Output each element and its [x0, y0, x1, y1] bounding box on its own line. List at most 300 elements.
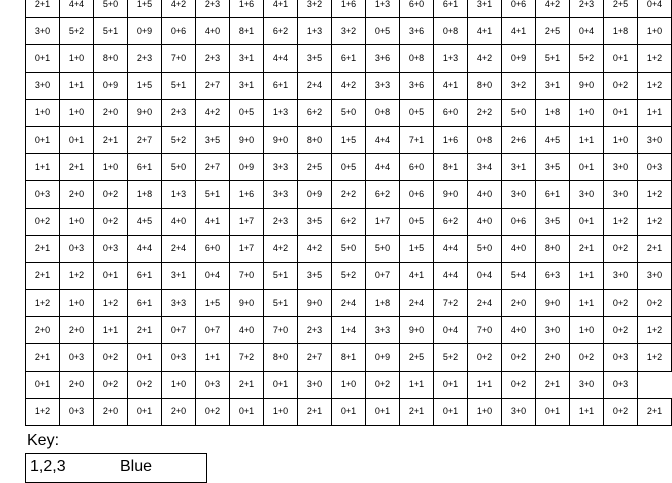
grid-cell: 2+1	[26, 0, 60, 18]
grid-cell: 1+7	[230, 235, 264, 262]
grid-row	[26, 72, 672, 99]
grid-cell: 2+0	[502, 290, 536, 317]
grid-cell: 2+2	[468, 99, 502, 126]
grid-cell: 2+6	[502, 126, 536, 153]
grid-row	[26, 126, 672, 153]
grid-cell: 1+7	[366, 208, 400, 235]
grid-cell: 1+6	[434, 126, 468, 153]
grid-cell: 3+0	[26, 18, 60, 45]
grid-cell: 5+0	[162, 154, 196, 181]
grid-cell: 2+0	[26, 317, 60, 344]
grid-cell: 0+6	[502, 0, 536, 18]
grid-cell: 0+3	[604, 344, 638, 371]
grid-cell: 2+1	[26, 344, 60, 371]
grid-cell: 6+0	[400, 154, 434, 181]
grid-cell: 2+3	[298, 317, 332, 344]
grid-cell: 1+2	[638, 208, 672, 235]
grid-cell: 0+4	[570, 18, 604, 45]
grid-cell: 1+1	[60, 72, 94, 99]
grid-cell: 0+2	[468, 344, 502, 371]
grid-cell: 2+1	[298, 398, 332, 425]
grid-cell: 2+1	[638, 398, 672, 425]
grid-cell: 2+3	[128, 45, 162, 72]
grid-cell: 4+0	[468, 208, 502, 235]
grid-row	[26, 18, 672, 45]
grid-cell: 1+0	[264, 398, 298, 425]
grid-cell: 1+2	[638, 344, 672, 371]
grid-cell: 1+8	[366, 290, 400, 317]
grid-cell: 0+5	[366, 18, 400, 45]
grid-cell: 9+0	[128, 99, 162, 126]
grid-cell: 6+2	[366, 181, 400, 208]
grid-cell: 2+7	[128, 126, 162, 153]
grid-cell: 2+3	[570, 0, 604, 18]
grid-cell: 0+7	[162, 317, 196, 344]
grid-cell: 5+2	[162, 126, 196, 153]
grid-cell: 3+0	[502, 181, 536, 208]
grid-cell: 2+7	[298, 344, 332, 371]
grid-cell: 0+2	[94, 344, 128, 371]
grid-cell: 3+3	[162, 290, 196, 317]
grid-cell: 3+5	[536, 154, 570, 181]
key-entry-range: 1,2,3	[30, 458, 66, 475]
math-grid-table	[25, 0, 672, 426]
grid-cell: 0+2	[604, 235, 638, 262]
grid-row	[26, 0, 672, 18]
grid-cell: 0+3	[604, 371, 638, 398]
grid-cell: 0+9	[502, 45, 536, 72]
grid-cell: 0+1	[26, 371, 60, 398]
grid-cell: 0+8	[468, 126, 502, 153]
grid-cell: 6+1	[332, 45, 366, 72]
grid-cell: 3+0	[26, 72, 60, 99]
grid-cell: 3+0	[638, 126, 672, 153]
grid-cell: 2+1	[26, 235, 60, 262]
grid-cell: 0+2	[638, 290, 672, 317]
grid-cell: 2+3	[196, 0, 230, 18]
grid-cell: 4+0	[230, 317, 264, 344]
grid-cell: 0+2	[502, 371, 536, 398]
grid-cell: 1+8	[604, 18, 638, 45]
grid-cell: 0+1	[434, 371, 468, 398]
grid-cell: 4+5	[128, 208, 162, 235]
grid-cell: 0+4	[434, 317, 468, 344]
grid-cell: 4+2	[536, 0, 570, 18]
grid-cell: 2+5	[298, 154, 332, 181]
grid-cell: 2+1	[94, 126, 128, 153]
grid-cell: 0+1	[128, 344, 162, 371]
grid-cell: 9+0	[400, 317, 434, 344]
grid-cell: 6+2	[332, 208, 366, 235]
grid-cell: 4+2	[298, 235, 332, 262]
grid-cell: 0+1	[434, 398, 468, 425]
grid-cell: 5+1	[196, 181, 230, 208]
grid-cell: 1+0	[26, 99, 60, 126]
grid-cell: 0+2	[128, 371, 162, 398]
grid-cell: 7+0	[162, 45, 196, 72]
grid-cell: 2+4	[468, 290, 502, 317]
grid-cell: 1+3	[162, 181, 196, 208]
grid-cell: 2+3	[162, 99, 196, 126]
grid-row	[26, 154, 672, 181]
grid-cell: 6+0	[434, 99, 468, 126]
grid-cell: 4+4	[434, 262, 468, 289]
grid-cell: 0+4	[638, 0, 672, 18]
grid-cell: 3+0	[604, 262, 638, 289]
grid-cell: 3+2	[298, 0, 332, 18]
grid-cell: 0+2	[604, 398, 638, 425]
grid-cell: 1+1	[196, 344, 230, 371]
grid-cell: 0+8	[366, 99, 400, 126]
grid-cell: 2+4	[332, 290, 366, 317]
grid-cell: 4+1	[264, 0, 298, 18]
grid-cell: 1+2	[60, 262, 94, 289]
grid-cell: 6+0	[400, 0, 434, 18]
grid-cell: 3+1	[502, 154, 536, 181]
grid-row	[26, 208, 672, 235]
grid-cell: 5+0	[502, 99, 536, 126]
grid-cell: 2+4	[162, 235, 196, 262]
grid-cell: 0+9	[128, 18, 162, 45]
grid-cell: 5+0	[94, 0, 128, 18]
grid-cell: 0+1	[536, 398, 570, 425]
grid-cell: 8+0	[536, 235, 570, 262]
grid-cell: 1+2	[638, 45, 672, 72]
grid-cell: 5+0	[332, 235, 366, 262]
grid-cell: 4+4	[366, 154, 400, 181]
grid-cell: 0+5	[400, 208, 434, 235]
grid-cell: 0+1	[570, 154, 604, 181]
grid-cell: 3+0	[502, 398, 536, 425]
grid-cell: 3+0	[604, 154, 638, 181]
grid-cell: 3+3	[264, 181, 298, 208]
grid-cell: 4+1	[434, 72, 468, 99]
grid-cell: 1+2	[638, 72, 672, 99]
grid-cell: 1+2	[604, 208, 638, 235]
grid-cell: 5+0	[366, 235, 400, 262]
grid-cell: 3+6	[366, 45, 400, 72]
grid-cell: 1+1	[570, 126, 604, 153]
grid-cell: 2+1	[128, 317, 162, 344]
grid-cell: 3+0	[604, 181, 638, 208]
grid-cell: 4+0	[468, 181, 502, 208]
grid-cell: 6+0	[196, 235, 230, 262]
grid-cell: 0+2	[94, 181, 128, 208]
grid-cell: 5+1	[536, 45, 570, 72]
grid-cell: 0+4	[196, 262, 230, 289]
grid-cell: 0+9	[298, 181, 332, 208]
grid-cell: 7+2	[230, 344, 264, 371]
grid-cell: 2+0	[94, 99, 128, 126]
key-entry-color: Blue	[120, 458, 153, 475]
grid-row	[26, 344, 672, 371]
grid-cell: 2+1	[400, 398, 434, 425]
grid-cell: 1+2	[26, 290, 60, 317]
grid-cell: 6+1	[264, 72, 298, 99]
grid-cell: 7+1	[400, 126, 434, 153]
grid-cell: 4+0	[502, 235, 536, 262]
grid-cell: 0+3	[60, 344, 94, 371]
grid-cell: 0+8	[434, 18, 468, 45]
grid-cell: 3+0	[570, 371, 604, 398]
grid-cell: 3+6	[400, 72, 434, 99]
grid-cell: 0+2	[502, 344, 536, 371]
grid-cell: 9+0	[536, 290, 570, 317]
grid-cell: 6+1	[536, 181, 570, 208]
grid-cell: 3+4	[468, 154, 502, 181]
grid-cell: 1+0	[60, 45, 94, 72]
grid-cell: 8+0	[94, 45, 128, 72]
grid-cell: 9+0	[434, 181, 468, 208]
grid-cell: 2+0	[60, 317, 94, 344]
grid-cell: 7+0	[264, 317, 298, 344]
grid-cell: 0+9	[230, 154, 264, 181]
grid-cell: 5+0	[468, 235, 502, 262]
grid-cell: 3+5	[536, 208, 570, 235]
grid-cell: 0+9	[94, 72, 128, 99]
grid-cell: 2+7	[196, 72, 230, 99]
grid-cell: 2+5	[536, 18, 570, 45]
grid-cell: 5+1	[162, 72, 196, 99]
grid-cell: 1+0	[60, 99, 94, 126]
grid-cell: 6+2	[298, 99, 332, 126]
grid-cell: 2+0	[60, 181, 94, 208]
grid-cell: 2+1	[536, 371, 570, 398]
grid-cell: 1+5	[400, 235, 434, 262]
grid-cell: 2+0	[536, 344, 570, 371]
grid-cell: 0+6	[400, 181, 434, 208]
grid-row	[26, 99, 672, 126]
grid-cell: 1+0	[570, 317, 604, 344]
grid-cell: 0+1	[366, 398, 400, 425]
grid-cell: 5+1	[264, 290, 298, 317]
grid-cell: 3+1	[162, 262, 196, 289]
grid-cell: 4+4	[366, 126, 400, 153]
grid-cell: 0+3	[60, 235, 94, 262]
grid-cell: 0+3	[26, 181, 60, 208]
grid-cell: 0+4	[468, 262, 502, 289]
grid-cell: 1+1	[468, 371, 502, 398]
grid-cell: 3+1	[468, 0, 502, 18]
grid-cell: 5+2	[570, 45, 604, 72]
grid-cell: 1+4	[332, 317, 366, 344]
grid-cell: 0+1	[26, 126, 60, 153]
grid-cell: 3+5	[298, 45, 332, 72]
grid-cell: 0+1	[128, 398, 162, 425]
grid-cell: 4+0	[502, 317, 536, 344]
grid-cell: 5+1	[94, 18, 128, 45]
grid-cell: 3+3	[264, 154, 298, 181]
grid-cell: 8+1	[434, 154, 468, 181]
grid-cell: 1+2	[638, 317, 672, 344]
grid-cell: 9+0	[230, 126, 264, 153]
grid-cell: 6+3	[536, 262, 570, 289]
grid-cell: 3+2	[332, 18, 366, 45]
grid-cell: 0+7	[196, 317, 230, 344]
grid-cell: 1+0	[332, 371, 366, 398]
grid-cell: 6+1	[434, 0, 468, 18]
grid-cell: 1+3	[264, 99, 298, 126]
grid-cell: 0+1	[230, 398, 264, 425]
grid-cell: 0+3	[60, 398, 94, 425]
grid-cell: 3+6	[400, 18, 434, 45]
grid-row	[26, 235, 672, 262]
grid-cell: 1+0	[570, 99, 604, 126]
grid-cell: 4+5	[536, 126, 570, 153]
grid-cell: 3+5	[196, 126, 230, 153]
grid-cell: 0+1	[60, 126, 94, 153]
grid-cell: 8+1	[230, 18, 264, 45]
grid-cell: 3+5	[298, 208, 332, 235]
grid-cell: 9+0	[570, 72, 604, 99]
grid-cell: 0+5	[230, 99, 264, 126]
grid-cell: 7+0	[230, 262, 264, 289]
grid-cell: 1+5	[196, 290, 230, 317]
grid-cell: 0+1	[604, 99, 638, 126]
grid-cell: 0+1	[604, 45, 638, 72]
grid-cell: 1+0	[94, 154, 128, 181]
grid-cell: 4+0	[162, 208, 196, 235]
grid-cell: 8+0	[298, 126, 332, 153]
grid-cell: 0+3	[94, 235, 128, 262]
grid-cell: 0+2	[26, 208, 60, 235]
grid-cell: 4+1	[502, 18, 536, 45]
grid-cell: 0+2	[570, 344, 604, 371]
grid-cell: 0+6	[502, 208, 536, 235]
grid-cell: 1+0	[604, 126, 638, 153]
grid-cell: 0+2	[604, 290, 638, 317]
grid-cell: 0+7	[366, 262, 400, 289]
grid-cell: 3+1	[536, 72, 570, 99]
grid-cell: 0+5	[400, 99, 434, 126]
grid-row	[26, 262, 672, 289]
grid-cell: 4+4	[60, 0, 94, 18]
grid-cell: 3+1	[230, 45, 264, 72]
key-heading: Key:	[27, 432, 60, 449]
grid-cell: 1+1	[94, 317, 128, 344]
grid-cell: 1+1	[570, 290, 604, 317]
grid-cell: 2+5	[604, 0, 638, 18]
grid-cell: 1+1	[400, 371, 434, 398]
grid-cell: 1+5	[128, 0, 162, 18]
grid-cell: 3+0	[638, 262, 672, 289]
grid-cell: 3+2	[502, 72, 536, 99]
grid-cell: 2+0	[60, 371, 94, 398]
grid-cell: 4+1	[400, 262, 434, 289]
grid-cell: 0+3	[638, 154, 672, 181]
grid-cell: 1+8	[536, 99, 570, 126]
grid-cell: 6+2	[264, 18, 298, 45]
grid-cell: 1+5	[128, 72, 162, 99]
grid-cell: 4+4	[264, 45, 298, 72]
grid-cell: 5+4	[502, 262, 536, 289]
grid-cell: 7+0	[468, 317, 502, 344]
grid-cell: 0+3	[196, 371, 230, 398]
grid-cell: 4+2	[162, 0, 196, 18]
grid-cell: 5+2	[434, 344, 468, 371]
grid-cell: 1+6	[230, 181, 264, 208]
grid-cell: 4+2	[468, 45, 502, 72]
grid-cell: 2+1	[638, 235, 672, 262]
grid-cell: 1+6	[332, 0, 366, 18]
grid-cell: 1+2	[26, 398, 60, 425]
grid-cell: 2+3	[196, 45, 230, 72]
grid-cell: 9+0	[264, 126, 298, 153]
grid-cell: 1+6	[230, 0, 264, 18]
grid-row	[26, 398, 672, 425]
grid-cell: 0+3	[162, 344, 196, 371]
grid-cell: 6+2	[434, 208, 468, 235]
grid-cell: 0+1	[332, 398, 366, 425]
grid-cell: 6+1	[128, 154, 162, 181]
grid-cell: 6+1	[128, 290, 162, 317]
math-grid-body	[26, 0, 672, 426]
grid-cell: 1+1	[638, 99, 672, 126]
grid-cell: 2+0	[94, 398, 128, 425]
grid-cell: 3+0	[570, 181, 604, 208]
grid-cell: 0+1	[94, 262, 128, 289]
grid-cell: 0+8	[400, 45, 434, 72]
grid-cell: 0+2	[604, 72, 638, 99]
grid-cell: 9+0	[230, 290, 264, 317]
grid-cell: 1+1	[570, 262, 604, 289]
grid-cell: 3+0	[298, 371, 332, 398]
grid-cell: 0+1	[264, 371, 298, 398]
grid-cell: 5+2	[332, 262, 366, 289]
grid-cell: 1+0	[60, 208, 94, 235]
grid-cell: 8+0	[468, 72, 502, 99]
grid-cell: 2+3	[264, 208, 298, 235]
grid-cell: 0+1	[570, 208, 604, 235]
grid-cell: 1+1	[26, 154, 60, 181]
grid-cell: 1+2	[638, 181, 672, 208]
grid-cell: 1+3	[366, 0, 400, 18]
grid-row	[26, 290, 672, 317]
grid-cell: 1+7	[230, 208, 264, 235]
grid-cell: 3+1	[230, 72, 264, 99]
grid-cell: 5+0	[332, 99, 366, 126]
grid-cell: 2+1	[26, 262, 60, 289]
grid-cell: 4+4	[128, 235, 162, 262]
key-entry	[25, 453, 207, 483]
grid-cell: 5+1	[264, 262, 298, 289]
grid-cell: 1+2	[94, 290, 128, 317]
grid-row	[26, 317, 672, 344]
grid-cell: 2+7	[196, 154, 230, 181]
grid-cell: 1+1	[570, 398, 604, 425]
grid-row	[26, 45, 672, 72]
grid-cell: 7+2	[434, 290, 468, 317]
grid-cell: 4+2	[332, 72, 366, 99]
grid-cell: 9+0	[298, 290, 332, 317]
grid-cell: 2+4	[298, 72, 332, 99]
grid-cell: 0+9	[366, 344, 400, 371]
grid-cell: 1+0	[468, 398, 502, 425]
grid-cell: 2+1	[60, 154, 94, 181]
grid-cell: 2+2	[332, 181, 366, 208]
grid-cell: 4+1	[196, 208, 230, 235]
grid-cell: 6+1	[128, 262, 162, 289]
grid-cell: 3+0	[536, 317, 570, 344]
grid-cell: 8+1	[332, 344, 366, 371]
grid-cell: 0+2	[366, 371, 400, 398]
grid-cell: 8+0	[264, 344, 298, 371]
grid-cell: 4+2	[196, 99, 230, 126]
grid-cell: 1+3	[434, 45, 468, 72]
grid-cell: 0+2	[196, 398, 230, 425]
math-grid	[25, 0, 663, 426]
grid-cell: 5+2	[60, 18, 94, 45]
